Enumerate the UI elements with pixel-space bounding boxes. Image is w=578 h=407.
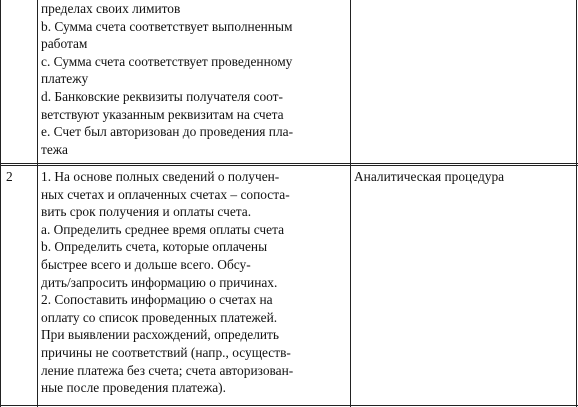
- text-line: тежа: [41, 141, 68, 157]
- text-line: ление платежа без счета; счета авторизован-: [41, 362, 294, 378]
- text-line: быстрее всего и дольше всего. Обсу-: [41, 256, 251, 272]
- table-column-divider-1: [37, 0, 38, 407]
- text-line: дить/запросить информацию о причинах.: [41, 274, 278, 290]
- table-row-2-number-cell: 2: [6, 169, 13, 184]
- text-line: ные после проведения платежа).: [41, 380, 226, 396]
- text-line: c. Сумма счета соответствует проведенному: [41, 53, 293, 69]
- text-line: причины не соответствий (напр., осуществ-: [41, 344, 291, 360]
- text-line: a. Определить среднее время оплаты счета: [41, 221, 285, 237]
- text-line: d. Банковские реквизиты получателя соот-: [41, 88, 283, 104]
- table-border-bottom: [0, 405, 578, 406]
- table-column-divider-2: [350, 0, 351, 407]
- table-row-divider: [0, 163, 578, 166]
- text-line: b. Сумма счета соответствует выполненным: [41, 18, 293, 34]
- text-line: вить срок получения и оплаты счета.: [41, 204, 252, 220]
- text-line: платежу: [41, 71, 89, 87]
- text-line: оплату со список проведенных платежей.: [41, 309, 278, 325]
- text-line: ветствуют указанным реквизитам на счета: [41, 106, 284, 122]
- table-border-right: [576, 0, 577, 407]
- text-line: e. Счет был авторизован до проведения пла-: [41, 124, 294, 140]
- table-row-2-description-cell: [41, 168, 347, 397]
- text-line: ных счетах и оплаченных счетах – сопоста-: [41, 186, 290, 202]
- text-line: b. Определить счета, которые оплачены: [41, 239, 268, 255]
- text-line: пределах своих лимитов: [41, 1, 181, 16]
- text-line: 2. Сопоставить информацию о счетах на: [41, 292, 273, 308]
- table-row-1-number-cell: [0, 0, 37, 163]
- text-line: 1. На основе полных сведений о получен-: [41, 169, 280, 184]
- table-row-1-description-cell: [41, 0, 347, 158]
- text-line: При выявлении расхождений, определить: [41, 327, 280, 343]
- table-row-2-procedure-cell: Аналитическая процедура: [354, 169, 505, 184]
- text-line: работам: [41, 36, 88, 52]
